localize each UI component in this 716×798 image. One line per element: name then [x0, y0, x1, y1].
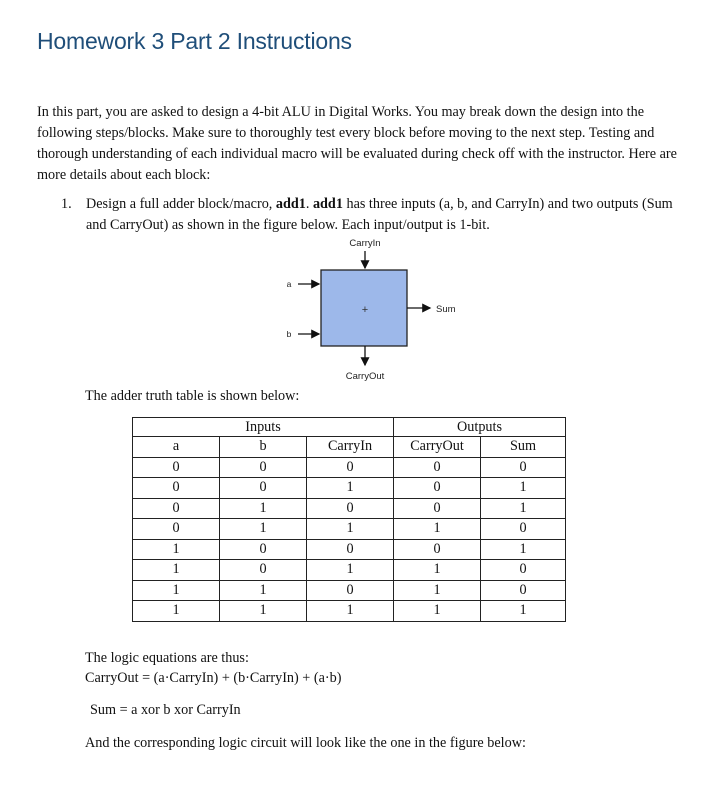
table-cell: 0 — [394, 478, 481, 499]
table-cell: 1 — [220, 580, 307, 601]
table-cell: 0 — [394, 457, 481, 478]
table-cell: 1 — [220, 498, 307, 519]
table-cell: 0 — [307, 580, 394, 601]
table-cell: 1 — [481, 478, 566, 499]
table-cell: 1 — [307, 519, 394, 540]
inputs-group-header: Inputs — [133, 418, 394, 437]
closing-sentence: And the corresponding logic circuit will look like the one in the figure below: — [85, 735, 526, 751]
table-cell: 1 — [394, 580, 481, 601]
truth-table-caption: The adder truth table is shown below: — [85, 388, 300, 404]
step-1-text-a: Design a full adder block/macro, — [86, 196, 276, 212]
input-b-label: b — [286, 329, 292, 339]
table-cell: 1 — [133, 580, 220, 601]
column-header: a — [133, 437, 220, 458]
table-cell: 0 — [307, 539, 394, 560]
carry-out-equation: CarryOut = (a·CarryIn) + (b·CarryIn) + (a·b) — [85, 670, 342, 686]
table-row — [133, 478, 566, 499]
table-cell: 0 — [220, 560, 307, 581]
table-row — [133, 519, 566, 540]
column-header: CarryIn — [307, 437, 394, 458]
table-cell: 0 — [394, 539, 481, 560]
table-cell: 1 — [220, 519, 307, 540]
table-cell: 0 — [220, 478, 307, 499]
table-cell: 0 — [307, 498, 394, 519]
table-cell: 0 — [133, 498, 220, 519]
table-cell: 1 — [394, 560, 481, 581]
step-1-text-b: . — [305, 196, 313, 212]
table-cell: 0 — [133, 457, 220, 478]
macro-name-2: add1 — [312, 196, 343, 212]
table-row — [133, 601, 566, 622]
table-cell: 0 — [481, 457, 566, 478]
table-row — [133, 498, 566, 519]
table-row — [133, 580, 566, 601]
input-a-label: a — [286, 279, 292, 289]
equations-intro: The logic equations are thus: — [85, 650, 249, 666]
column-header: CarryOut — [394, 437, 481, 458]
table-cell: 1 — [481, 539, 566, 560]
outputs-group-header: Outputs — [394, 418, 566, 437]
adder-operator: + — [361, 304, 369, 316]
sum-equation: Sum = a xor b xor CarryIn — [90, 702, 241, 718]
carry-in-label: CarryIn — [349, 238, 381, 249]
step-1-text-c: has three inputs (a, b, and CarryIn) and two outputs (Sum and CarryOut) as shown in the figure below. Each input/output is 1-bit. — [86, 196, 673, 233]
column-header: b — [220, 437, 307, 458]
truth-table-group-header — [133, 418, 566, 437]
table-cell: 0 — [220, 457, 307, 478]
full-adder-diagram — [280, 232, 460, 384]
carry-out-label: CarryOut — [345, 371, 385, 382]
step-1-text — [86, 194, 681, 236]
table-cell: 1 — [481, 498, 566, 519]
table-row — [133, 539, 566, 560]
table-cell: 0 — [307, 457, 394, 478]
step-1-number: 1. — [61, 196, 72, 212]
table-cell: 0 — [133, 478, 220, 499]
table-cell: 1 — [307, 560, 394, 581]
table-cell: 0 — [481, 519, 566, 540]
truth-table-column-header — [133, 437, 566, 458]
table-cell: 1 — [394, 519, 481, 540]
table-cell: 1 — [133, 539, 220, 560]
truth-table — [132, 417, 566, 622]
table-cell: 1 — [307, 478, 394, 499]
table-cell: 0 — [481, 560, 566, 581]
table-cell: 0 — [481, 580, 566, 601]
table-cell: 0 — [394, 498, 481, 519]
table-cell: 1 — [394, 601, 481, 622]
table-cell: 1 — [481, 601, 566, 622]
table-row — [133, 457, 566, 478]
table-cell: 1 — [220, 601, 307, 622]
macro-name: add1 — [275, 196, 306, 212]
column-header: Sum — [481, 437, 566, 458]
page-title: Homework 3 Part 2 Instructions — [37, 28, 352, 54]
table-cell: 0 — [220, 539, 307, 560]
table-cell: 1 — [307, 601, 394, 622]
table-cell: 0 — [133, 519, 220, 540]
intro-paragraph: In this part, you are asked to design a 4-bit ALU in Digital Works. You may break down the design into the following steps/blocks. Make sure to thoroughly test every block before moving to the next step. Testing and thorough understanding of each individual macro will be evaluated during check off with the instructor. Here are more details about each block: — [37, 104, 677, 183]
sum-label: Sum — [436, 304, 456, 315]
table-cell: 1 — [133, 601, 220, 622]
table-cell: 1 — [133, 560, 220, 581]
table-row — [133, 560, 566, 581]
